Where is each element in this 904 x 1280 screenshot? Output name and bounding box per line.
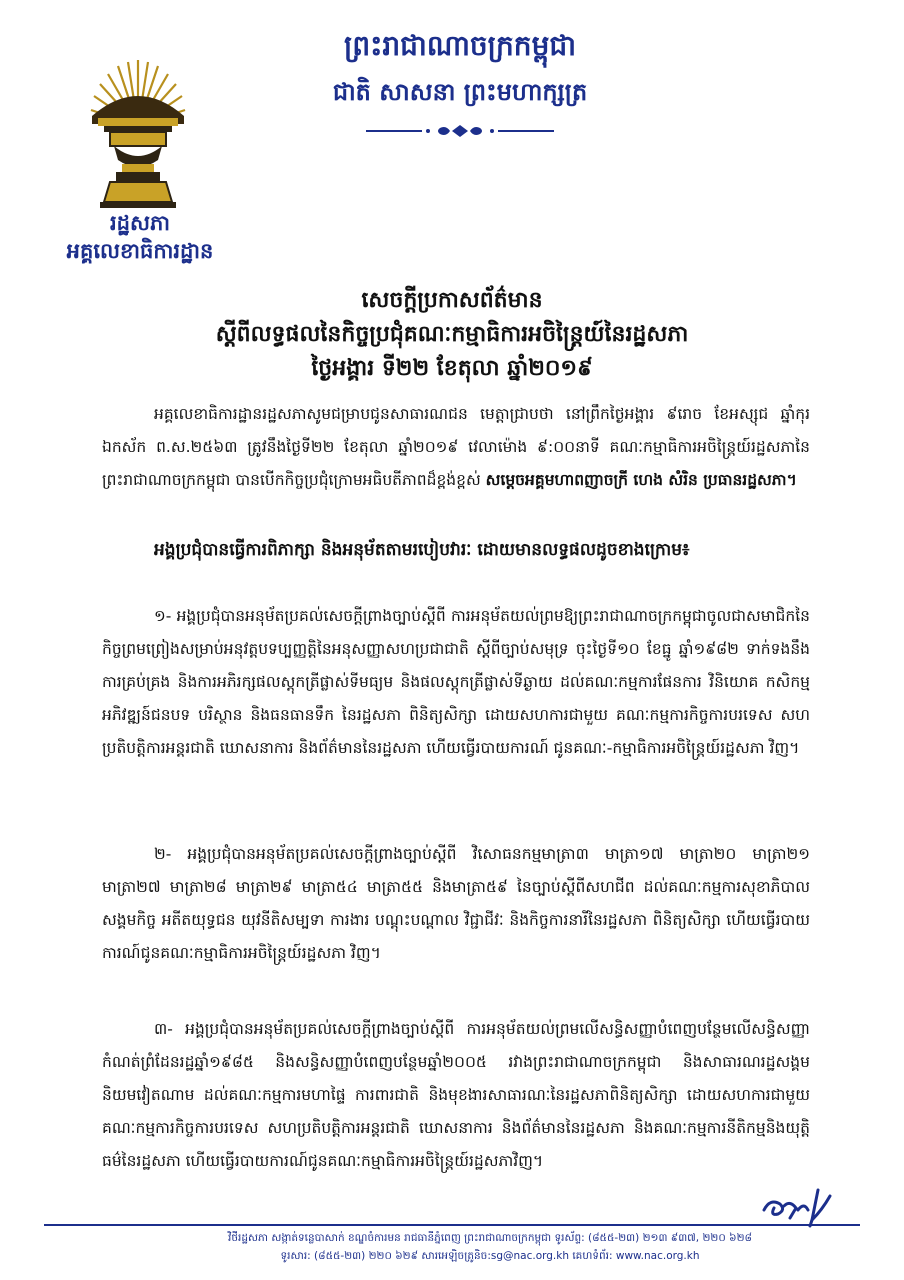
lead-paragraph: អង្គប្រជុំបានធ្វើការពិភាក្សា និងអនុម័តតាមរបៀបវារៈ ដោយមានលទ្ធផលដូចខាងក្រោម៖ [154,540,690,560]
agenda-item-3: ៣- អង្គប្រជុំបានអនុម័តប្រគល់សេចក្តីព្រាងច្បាប់ស្តីពី ការអនុម័តយល់ព្រមលើសន្ធិសញ្ញាបំពេញបន្ថែមលើសន្ធិសញ្ញាកំណត់ព្រំដែនរដ្ឋឆ្នាំ១៩៨៥ និងសន្ធិសញ្ញាបំពេញបន្ថែមឆ្នាំ២០០៥ រវាងព្រះរាជាណាចក្រកម្ពុជា និងសាធារណរដ្ឋសង្គមនិយមវៀតណាម ដល់គណៈកម្មការមហាផ្ទៃ ការពារជាតិ និងមុខងារសាធារណៈនៃរដ្ឋសភាពិនិត្យសិក្សា ដោយសហការជាមួយគណៈកម្មការកិច្ចការបរទេស សហប្រតិបត្តិការអន្តរជាតិ ឃោសនាការ និងព័ត៌មាននៃរដ្ឋសភា និងគណៈកម្មការនីតិកម្មនិងយុត្តិធម៌នៃរដ្ឋសភា ហើយធ្វើរបាយការណ៍ជូនគណៈកម្មាធិការអចិន្ត្រៃយ៍រដ្ឋសភាវិញ។ [102,1020,810,1170]
kingdom-title: ព្រះរាជាណាចក្រកម្ពុជា [343,29,576,62]
national-motto: ជាតិ សាសនា ព្រះមហាក្សត្រ [332,78,588,106]
decorative-divider-icon [360,124,560,138]
intro-paragraph [102,398,810,534]
agenda-item-1: ១- អង្គប្រជុំបានអនុម័តប្រគល់សេចក្តីព្រាងច្បាប់ស្តីពី ការអនុម័តយល់ព្រមឱ្យព្រះរាជាណាចក្រកម្ពុជាចូលជាសមាជិកនៃកិច្ចព្រមព្រៀងសម្រាប់អនុវត្តបទប្បញ្ញត្តិនៃអនុសញ្ញាសហប្រជាជាតិ ស្តីពីច្បាប់សមុទ្រ ចុះថ្ងៃទី១០ ខែធ្នូ ឆ្នាំ១៩៨២ ទាក់ទងនឹងការគ្រប់គ្រង និងការអភិរក្សផលស្តុកត្រីផ្លាស់ទីមធ្យម និងផលស្តុកត្រីផ្លាស់ទីឆ្ងាយ ដល់គណៈកម្មការផែនការ វិនិយោគ កសិកម្ម អភិវឌ្ឍន៍ជនបទ បរិស្ថាន និងធនធានទឹក នៃរដ្ឋសភា ពិនិត្យសិក្សា ដោយសហការជាមួយ គណៈកម្មការកិច្ចការបរទេស សហប្រតិបត្តិការអន្តរជាតិ ឃោសនាការ និងព័ត៌មាននៃរដ្ឋសភា ហើយធ្វើរបាយការណ៍ ជូនគណៈ-កម្មាធិការអចិន្ត្រៃយ៍រដ្ឋសភា វិញ។ [102,607,810,757]
org-name-assembly: រដ្ឋសភា [110,211,170,235]
footer-address: វិថីរដ្ឋសភា សង្កាត់ទន្លេបាសាក់ ខណ្ឌចំការមន រាជធានីភ្នំពេញ ព្រះរាជាណាចក្រកម្ពុជា ទូរស័ព្ទ: (៨៥៥-២៣) ២១៣ ៩៣៧, ២២០ ៦២៨ [228,1232,752,1244]
intro-bold-text: សម្តេចអគ្គមហាពញាចក្រី ហេង សំរិន ប្រធានរដ្ឋសភា។ [485,471,797,489]
org-name-secretariat: អគ្គលេខាធិការដ្ឋាន [66,239,214,263]
intro-text: អគ្គលេខាធិការដ្ឋានរដ្ឋសភាសូមជម្រាបជូនសាធារណជន មេត្តាជ្រាបថា នៅព្រឹកថ្ងៃអង្គារ ៩រោច ខែអស្សុជ ឆ្នាំកុរ ឯកស័ក ព.ស.២៥៦៣ ត្រូវនឹងថ្ងៃទី២២ ខែតុលា ឆ្នាំ២០១៩ វេលាម៉ោង ៩:០០នាទី គណៈកម្មាធិការអចិន្ត្រៃយ៍រដ្ឋសភានៃព្រះរាជាណាចក្រកម្ពុជា បានបើកកិច្ចប្រជុំក្រោមអធិបតីភាពដ៏ខ្ពង់ខ្ពស់ [102,405,810,489]
footer-contact: ទូរសារ: (៨៥៥-២៣) ២២០ ៦២៩ សារអេឡិចត្រូនិច:sg@nac.org.kh គេហទំព័រ: www.nac.org.kh [280,1250,700,1262]
document-subtitle: ស្តីពីលទ្ធផលនៃកិច្ចប្រជុំគណៈកម្មាធិការអចិន្ត្រៃយ៍នៃរដ្ឋសភា [215,322,689,347]
agenda-item-2: ២- អង្គប្រជុំបានអនុម័តប្រគល់សេចក្តីព្រាងច្បាប់ស្តីពី វិសោធនកម្មមាត្រា៣ មាត្រា១៧ មាត្រា២០ មាត្រា២១ មាត្រា២៧ មាត្រា២៨ មាត្រា២៩ មាត្រា៥៤ មាត្រា៥៥ និងមាត្រា៥៩ នៃច្បាប់ស្តីពីសហជីព ដល់គណៈកម្មការសុខាភិបាល សង្គមកិច្ច អតីតយុទ្ធជន យុវនីតិសម្បទា ការងារ បណ្តុះបណ្តាល វិជ្ជាជីវៈ និងកិច្ចការនារីនៃរដ្ឋសភា ពិនិត្យសិក្សា ហើយធ្វើរបាយការណ៍ជូនគណៈកម្មាធិការអចិន្ត្រៃយ៍រដ្ឋសភា វិញ។ [102,845,810,962]
national-assembly-emblem-icon [88,56,188,211]
document-title: សេចក្តីប្រកាសព័ត៌មាន [361,288,543,313]
handwritten-initials-icon [760,1180,840,1230]
document-date: ថ្ងៃអង្គារ ទី២២ ខែតុលា ឆ្នាំ២០១៩ [311,356,593,381]
footer-divider [44,1224,860,1226]
